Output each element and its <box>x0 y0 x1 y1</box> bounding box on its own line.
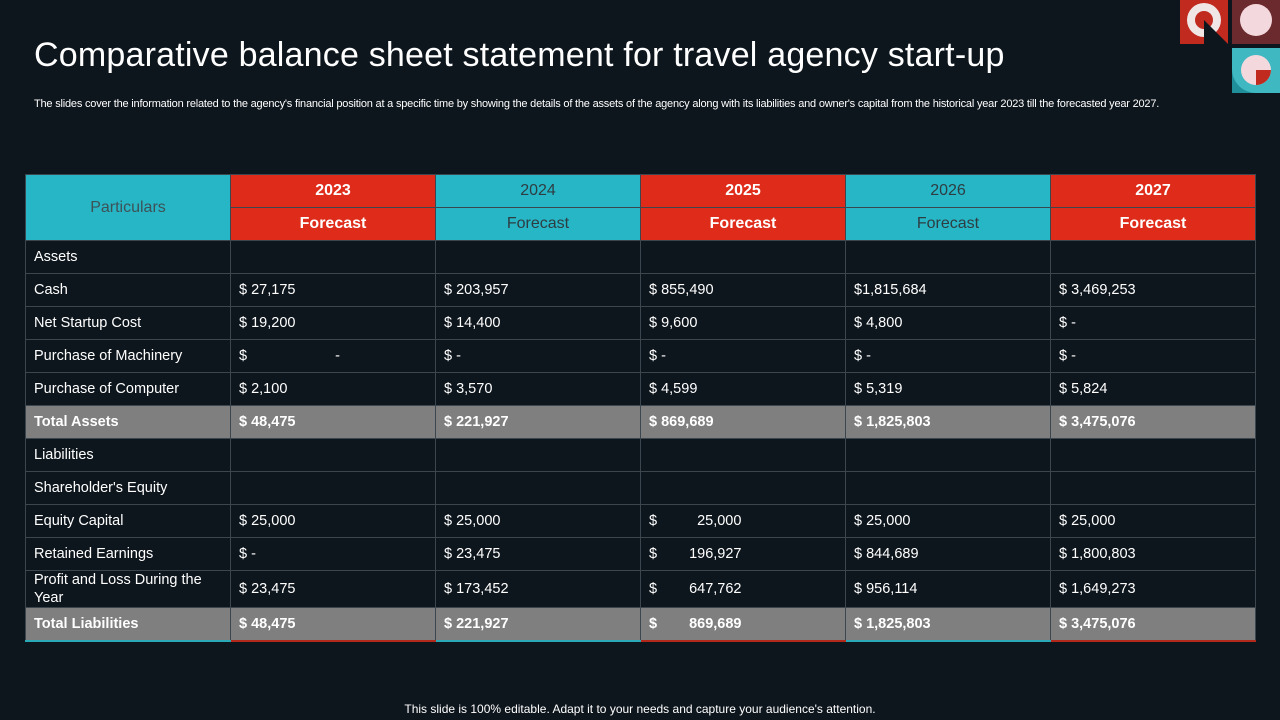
forecast-header: Forecast <box>846 208 1051 241</box>
row-label: Equity Capital <box>26 505 231 538</box>
cell-value <box>846 472 1051 505</box>
cell-value: $ 221,927 <box>436 608 641 641</box>
row-label: Purchase of Computer <box>26 373 231 406</box>
particulars-header: Particulars <box>26 175 231 241</box>
cell-value: $ 4,800 <box>846 307 1051 340</box>
forecast-header: Forecast <box>231 208 436 241</box>
cell-value: $ 203,957 <box>436 274 641 307</box>
cell-value <box>641 439 846 472</box>
cell-value: $ - <box>231 538 436 571</box>
cell-value <box>436 241 641 274</box>
cell-value: $ 14,400 <box>436 307 641 340</box>
cell-value: $ 48,475 <box>231 406 436 439</box>
table-row <box>26 274 1256 307</box>
year-header-2023: 2023 <box>231 175 436 208</box>
cell-value <box>641 472 846 505</box>
cell-value: $ - <box>1051 340 1256 373</box>
table-row <box>26 472 1256 505</box>
table-row <box>26 241 1256 274</box>
year-header-2027: 2027 <box>1051 175 1256 208</box>
cell-value <box>231 241 436 274</box>
cell-value: $ 48,475 <box>231 608 436 641</box>
cell-value: $ 956,114 <box>846 571 1051 608</box>
cell-value: $ 25,000 <box>641 505 846 538</box>
cell-value: $ 1,825,803 <box>846 608 1051 641</box>
cell-value: $ 25,000 <box>231 505 436 538</box>
cell-value: $ 2,100 <box>231 373 436 406</box>
table-row <box>26 373 1256 406</box>
year-header-2026: 2026 <box>846 175 1051 208</box>
table-row <box>26 439 1256 472</box>
row-label: Retained Earnings <box>26 538 231 571</box>
cell-value: $ 9,600 <box>641 307 846 340</box>
cell-value <box>1051 241 1256 274</box>
row-label: Shareholder's Equity <box>26 472 231 505</box>
row-label: Profit and Loss During the Year <box>26 571 231 608</box>
cell-value <box>846 439 1051 472</box>
row-label: Liabilities <box>26 439 231 472</box>
cell-value: $ 3,469,253 <box>1051 274 1256 307</box>
cell-value: $1,815,684 <box>846 274 1051 307</box>
cell-value: $ 25,000 <box>1051 505 1256 538</box>
page-title: Comparative balance sheet statement for travel agency start-up <box>34 36 1005 74</box>
table-row <box>26 571 1256 608</box>
table-row <box>26 538 1256 571</box>
cell-value: $ 1,649,273 <box>1051 571 1256 608</box>
cell-value: $ 844,689 <box>846 538 1051 571</box>
cell-value: $ 869,689 <box>641 406 846 439</box>
page-subtitle: The slides cover the information related to the agency's financial position at a specific time by showing the details of the assets of the agency along with its liabilities and owner's capital from the historical year 2023 till the forecasted year 2027. <box>34 98 1160 110</box>
year-header-2024: 2024 <box>436 175 641 208</box>
cell-value: $ 855,490 <box>641 274 846 307</box>
table-row <box>26 307 1256 340</box>
footer-note: This slide is 100% editable. Adapt it to your needs and capture your audience's attention. <box>404 702 876 716</box>
cell-value: $ 869,689 <box>641 608 846 641</box>
cell-value: $ 3,475,076 <box>1051 406 1256 439</box>
cell-value: $ - <box>846 340 1051 373</box>
cell-value <box>231 472 436 505</box>
cell-value: $ 1,800,803 <box>1051 538 1256 571</box>
row-label: Total Assets <box>26 406 231 439</box>
cell-value: $ - <box>231 340 436 373</box>
cell-value: $ 25,000 <box>436 505 641 538</box>
cell-value: $ 5,319 <box>846 373 1051 406</box>
total-row <box>26 608 1256 641</box>
cell-value: $ 173,452 <box>436 571 641 608</box>
table-row <box>26 340 1256 373</box>
cell-value: $ 23,475 <box>436 538 641 571</box>
cell-value <box>231 439 436 472</box>
year-header-2025: 2025 <box>641 175 846 208</box>
cell-value <box>1051 439 1256 472</box>
forecast-header: Forecast <box>641 208 846 241</box>
cell-value <box>846 241 1051 274</box>
cell-value <box>641 241 846 274</box>
corner-decoration <box>1180 0 1280 95</box>
cell-value: $ - <box>436 340 641 373</box>
cell-value: $ 3,475,076 <box>1051 608 1256 641</box>
row-label: Net Startup Cost <box>26 307 231 340</box>
row-label: Total Liabilities <box>26 608 231 641</box>
cell-value: $ 27,175 <box>231 274 436 307</box>
cell-value: $ 196,927 <box>641 538 846 571</box>
total-row <box>26 406 1256 439</box>
cell-value: $ 1,825,803 <box>846 406 1051 439</box>
cell-value: $ 5,824 <box>1051 373 1256 406</box>
cell-value: $ 23,475 <box>231 571 436 608</box>
cell-value: $ 4,599 <box>641 373 846 406</box>
cell-value <box>1051 472 1256 505</box>
cell-value <box>436 472 641 505</box>
cell-value: $ 3,570 <box>436 373 641 406</box>
cell-value <box>436 439 641 472</box>
cell-value: $ 19,200 <box>231 307 436 340</box>
row-label: Assets <box>26 241 231 274</box>
row-label: Cash <box>26 274 231 307</box>
forecast-header: Forecast <box>436 208 641 241</box>
balance-sheet-table <box>25 174 1256 642</box>
cell-value: $ 221,927 <box>436 406 641 439</box>
table-row <box>26 505 1256 538</box>
cell-value: $ - <box>1051 307 1256 340</box>
cell-value: $ 25,000 <box>846 505 1051 538</box>
row-label: Purchase of Machinery <box>26 340 231 373</box>
cell-value: $ - <box>641 340 846 373</box>
forecast-header: Forecast <box>1051 208 1256 241</box>
cell-value: $ 647,762 <box>641 571 846 608</box>
